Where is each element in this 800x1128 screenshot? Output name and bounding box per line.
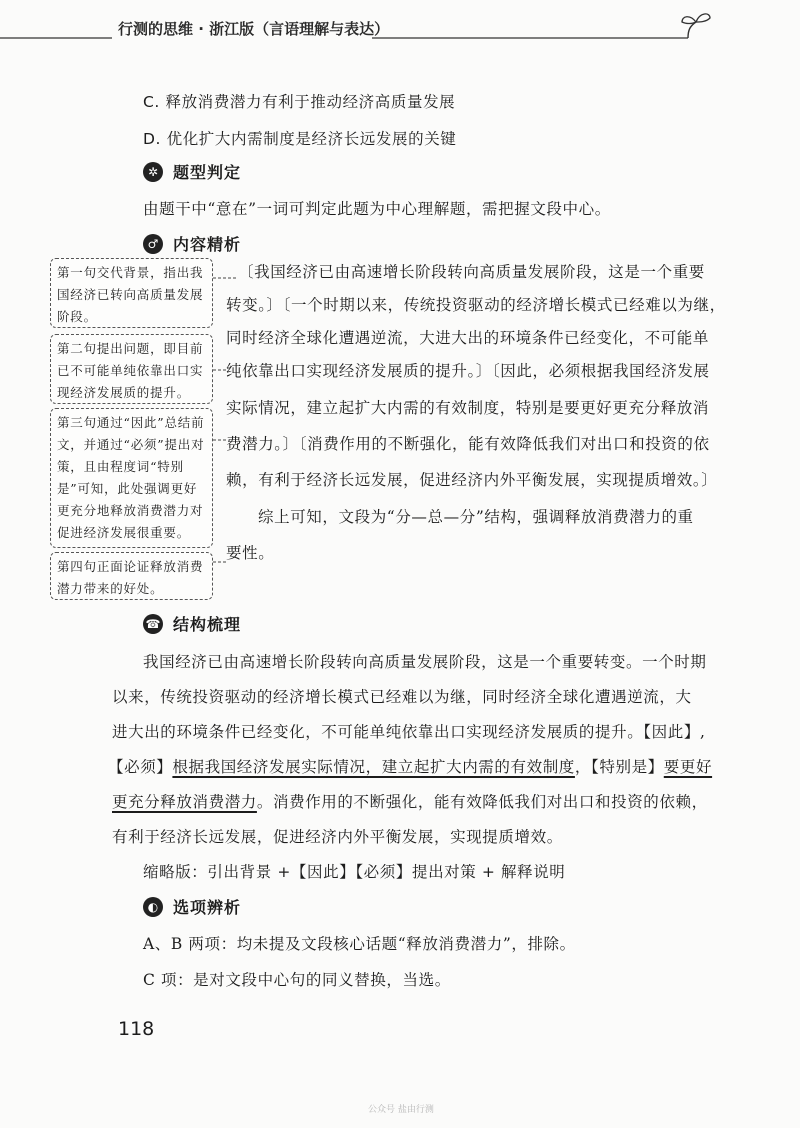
structure-line-1: 我国经济已由高速增长阶段转向高质量发展阶段，这是一个重要转变。一个时期 (143, 653, 707, 671)
margin-note-3: 第三句通过“因此”总结前文，并通过“必须”提出对策，且由程度词“特别是”可知，此处强调更好更充分地释放消费潜力对促进经济发展很重要。 (50, 408, 213, 548)
structure-line-4 (108, 755, 712, 777)
option-c: C. 释放消费潜力有利于推动经济高质量发展 (143, 93, 456, 111)
structure-summary: 缩略版：引出背景 +【因此】【必须】提出对策 + 解释说明 (143, 863, 566, 881)
keyword-bixu: 【必须】 (108, 758, 173, 776)
content-summary-1: 综上可知，文段为“分—总—分”结构，强调释放消费潜力的重 (258, 508, 694, 526)
section-type (143, 160, 241, 183)
underlined-emphasis-2: 更充分释放消费潜力 (112, 793, 257, 811)
running-title: 行测的思维 · 浙江版（言语理解与表达） (118, 20, 390, 38)
analysis-ab: A、B 两项：均未提及文段核心话题“释放消费潜力”，排除。 (143, 935, 576, 953)
section-structure (143, 612, 241, 635)
structure-line-2: 以来，传统投资驱动的经济增长模式已经难以为继，同时经济全球化遭遇逆流，大 (112, 688, 692, 706)
content-line-3: 同时经济全球化遭遇逆流，大进大出的环境条件已经变化，不可能单 (226, 329, 710, 347)
half-circle-icon: ◐ (143, 897, 163, 917)
footer-watermark: 公众号 盐由行测 (368, 1105, 434, 1115)
phone-icon: ☎ (143, 614, 163, 634)
content-line-1: 〔我国经济已由高速增长阶段转向高质量发展阶段，这是一个重要 (238, 263, 705, 281)
section-options-label: 选项辨析 (173, 898, 242, 917)
type-judgement-text: 由题干中“意在”一词可判定此题为中心理解题，需把握文段中心。 (143, 200, 611, 218)
analysis-c: C 项：是对文段中心句的同义替换，当选。 (143, 971, 451, 989)
content-line-4: 纯依靠出口实现经济发展质的提升。〕〔因此，必须根据我国经济发展 (226, 362, 710, 380)
option-d: D. 优化扩大内需制度是经济长远发展的关键 (143, 130, 457, 148)
margin-note-4: 第四句正面论证释放消费潜力带来的好处。 (50, 552, 213, 600)
margin-note-2: 第二句提出问题，即目前已不可能单纯依靠出口实现经济发展质的提升。 (50, 334, 213, 404)
section-options (143, 895, 241, 918)
section-content (143, 232, 241, 255)
male-symbol-icon: ♂ (143, 234, 163, 254)
keyword-tebieshi: ，【特别是】 (574, 758, 664, 776)
structure-line-6: 有利于经济长远发展，促进经济内外平衡发展，实现提质增效。 (112, 828, 563, 846)
underlined-policy: 根据我国经济发展实际情况，建立起扩大内需的有效制度 (172, 758, 575, 776)
section-structure-label: 结构梳理 (173, 615, 242, 634)
margin-note-1: 第一句交代背景，指出我国经济已转向高质量发展阶段。 (50, 258, 213, 328)
content-summary-2: 要性。 (226, 544, 275, 562)
page-number: 118 (118, 1018, 155, 1040)
structure-line-3: 进大出的环境条件已经变化，不可能单纯依靠出口实现经济发展质的提升。【因此】, (112, 723, 706, 741)
content-line-6: 费潜力。〕〔消费作用的不断强化，能有效降低我们对出口和投资的依 (226, 435, 710, 453)
content-line-5: 实际情况，建立起扩大内需的有效制度，特别是要更好更充分释放消 (226, 399, 710, 417)
sprout-icon (676, 4, 716, 44)
content-line-7: 赖，有利于经济长远发展，促进经济内外平衡发展，实现提质增效。〕 (226, 471, 718, 489)
gear-icon: ✲ (143, 162, 163, 182)
structure-line-5-rest: 。消费作用的不断强化，能有效降低我们对出口和投资的依赖， (256, 793, 708, 811)
structure-line-5 (112, 790, 708, 812)
content-line-2: 转变。〕〔一个时期以来，传统投资驱动的经济增长模式已经难以为继， (226, 296, 726, 314)
section-content-label: 内容精析 (173, 235, 242, 254)
section-type-label: 题型判定 (173, 163, 242, 182)
underlined-emphasis-1: 要更好 (663, 758, 713, 776)
